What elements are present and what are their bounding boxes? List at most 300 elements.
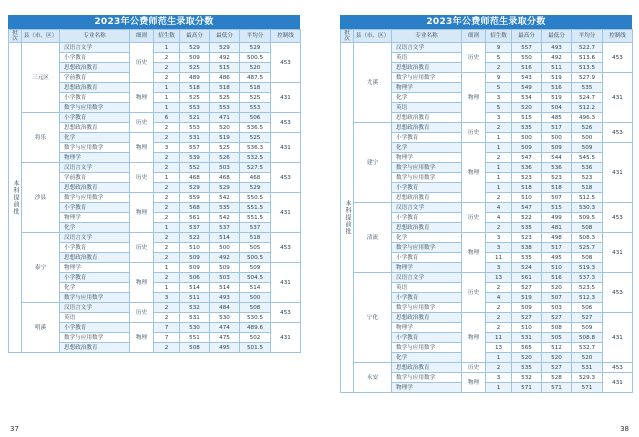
major-cell: 化学 bbox=[60, 133, 130, 143]
min-score-cell: 509 bbox=[210, 263, 240, 273]
category-cell: 历史 bbox=[130, 233, 154, 263]
category-cell: 历史 bbox=[130, 43, 154, 83]
avg-score-cell: 526 bbox=[572, 123, 603, 133]
min-score-cell: 509 bbox=[542, 143, 572, 153]
major-cell: 化学 bbox=[392, 93, 462, 103]
plan-cell: 2 bbox=[154, 203, 180, 213]
min-score-cell: 507 bbox=[542, 193, 572, 203]
category-cell: 历史 bbox=[130, 303, 154, 323]
min-score-cell: 544 bbox=[542, 153, 572, 163]
major-cell: 英语 bbox=[392, 283, 462, 293]
max-score-cell: 519 bbox=[512, 293, 542, 303]
major-cell: 思想政治教育 bbox=[60, 253, 130, 263]
major-cell: 数学与应用数学 bbox=[60, 293, 130, 303]
avg-score-cell: 550.5 bbox=[240, 193, 271, 203]
plan-cell: 2 bbox=[154, 53, 180, 63]
control-line-cell: 431 bbox=[271, 263, 301, 303]
plan-cell: 6 bbox=[154, 113, 180, 123]
plan-cell: 1 bbox=[154, 173, 180, 183]
plan-cell: 2 bbox=[486, 323, 512, 333]
max-score-cell: 509 bbox=[180, 53, 210, 63]
min-score-cell: 486 bbox=[210, 73, 240, 83]
major-cell: 数学与应用数学 bbox=[392, 163, 462, 173]
table-row bbox=[341, 363, 633, 373]
max-score-cell: 518 bbox=[512, 183, 542, 193]
control-line-cell: 431 bbox=[603, 233, 633, 273]
table-title: 2023年公费师范生录取分数 bbox=[8, 15, 300, 29]
region-cell: 将乐 bbox=[22, 113, 60, 163]
plan-cell: 1 bbox=[486, 133, 512, 143]
max-score-cell: 534 bbox=[512, 93, 542, 103]
max-score-cell: 521 bbox=[180, 113, 210, 123]
avg-score-cell: 530.3 bbox=[572, 203, 603, 213]
avg-score-cell: 506 bbox=[572, 303, 603, 313]
category-cell: 物理 bbox=[130, 263, 154, 303]
min-score-cell: 504 bbox=[542, 103, 572, 113]
avg-score-cell: 513.5 bbox=[572, 63, 603, 73]
max-score-cell: 561 bbox=[180, 213, 210, 223]
min-score-cell: 514 bbox=[210, 283, 240, 293]
avg-score-cell: 508 bbox=[240, 303, 271, 313]
category-cell: 历史 bbox=[130, 113, 154, 133]
plan-cell: 5 bbox=[486, 83, 512, 93]
min-score-cell: 525 bbox=[210, 143, 240, 153]
min-score-cell: 481 bbox=[542, 223, 572, 233]
min-score-cell: 519 bbox=[210, 133, 240, 143]
avg-score-cell: 512.5 bbox=[572, 193, 603, 203]
max-score-cell: 509 bbox=[512, 143, 542, 153]
header-plan: 招生数 bbox=[154, 30, 180, 43]
max-score-cell: 532 bbox=[180, 303, 210, 313]
region-cell: 沙县 bbox=[22, 163, 60, 233]
avg-score-cell: 501.5 bbox=[240, 343, 271, 353]
max-score-cell: 535 bbox=[512, 253, 542, 263]
major-cell: 英语 bbox=[392, 103, 462, 113]
min-score-cell: 526 bbox=[210, 153, 240, 163]
avg-score-cell: 545.5 bbox=[572, 153, 603, 163]
min-score-cell: 519 bbox=[542, 73, 572, 83]
avg-score-cell: 535 bbox=[572, 83, 603, 93]
header-batch: 批次 bbox=[341, 30, 354, 43]
min-score-cell: 518 bbox=[542, 183, 572, 193]
max-score-cell: 468 bbox=[180, 173, 210, 183]
plan-cell: 7 bbox=[154, 323, 180, 333]
plan-cell: 1 bbox=[486, 383, 512, 393]
max-score-cell: 531 bbox=[180, 133, 210, 143]
header-region: 县（市、区） bbox=[22, 30, 60, 43]
max-score-cell: 568 bbox=[180, 203, 210, 213]
category-cell: 物理 bbox=[462, 73, 486, 123]
major-cell: 英语 bbox=[60, 313, 130, 323]
avg-score-cell: 487.5 bbox=[240, 73, 271, 83]
max-score-cell: 514 bbox=[180, 283, 210, 293]
avg-score-cell: 525.7 bbox=[572, 243, 603, 253]
avg-score-cell: 553 bbox=[240, 103, 271, 113]
min-score-cell: 505 bbox=[542, 333, 572, 343]
avg-score-cell: 509.5 bbox=[572, 213, 603, 223]
plan-cell: 4 bbox=[486, 293, 512, 303]
min-score-cell: 503 bbox=[210, 163, 240, 173]
header-batch: 批次 bbox=[9, 30, 22, 43]
region-cell: 宁化 bbox=[354, 273, 392, 363]
plan-cell: 2 bbox=[154, 63, 180, 73]
avg-score-cell: 523.5 bbox=[572, 283, 603, 293]
major-cell: 小学教育 bbox=[392, 293, 462, 303]
page-number: 38 bbox=[620, 425, 629, 433]
control-line-cell: 453 bbox=[271, 113, 301, 133]
avg-score-cell: 468 bbox=[240, 173, 271, 183]
control-line-cell: 431 bbox=[271, 323, 301, 353]
avg-score-cell: 518 bbox=[240, 83, 271, 93]
min-score-cell: 515 bbox=[542, 203, 572, 213]
min-score-cell: 520 bbox=[542, 283, 572, 293]
plan-cell: 2 bbox=[486, 313, 512, 323]
page-number: 37 bbox=[10, 425, 19, 433]
min-score-cell: 512 bbox=[542, 343, 572, 353]
min-score-cell: 500 bbox=[210, 243, 240, 253]
avg-score-cell: 518 bbox=[240, 233, 271, 243]
max-score-cell: 525 bbox=[180, 63, 210, 73]
plan-cell: 4 bbox=[486, 213, 512, 223]
min-score-cell: 527 bbox=[542, 363, 572, 373]
plan-cell: 3 bbox=[154, 143, 180, 153]
major-cell: 物理学 bbox=[60, 263, 130, 273]
category-cell: 历史 bbox=[462, 273, 486, 313]
major-cell: 思想政治教育 bbox=[60, 123, 130, 133]
min-score-cell: 536 bbox=[542, 163, 572, 173]
table-title: 2023年公费师范生录取分数 bbox=[340, 15, 632, 29]
major-cell: 汉语言文学 bbox=[392, 273, 462, 283]
max-score-cell: 489 bbox=[180, 73, 210, 83]
avg-score-cell: 532.5 bbox=[240, 153, 271, 163]
table-row bbox=[9, 43, 301, 53]
plan-cell: 3 bbox=[486, 93, 512, 103]
min-score-cell: 537 bbox=[210, 223, 240, 233]
min-score-cell: 492 bbox=[542, 53, 572, 63]
min-score-cell: 468 bbox=[210, 173, 240, 183]
plan-cell: 1 bbox=[154, 263, 180, 273]
max-score-cell: 510 bbox=[512, 193, 542, 203]
table-body bbox=[9, 43, 301, 353]
plan-cell: 1 bbox=[154, 283, 180, 293]
header-max: 最高分 bbox=[180, 30, 210, 43]
avg-score-cell: 551.5 bbox=[240, 213, 271, 223]
max-score-cell: 565 bbox=[512, 343, 542, 353]
major-cell: 数学与应用数学 bbox=[60, 143, 130, 153]
major-cell: 化学 bbox=[392, 143, 462, 153]
min-score-cell: 517 bbox=[542, 123, 572, 133]
max-score-cell: 530 bbox=[180, 323, 210, 333]
max-score-cell: 527 bbox=[512, 313, 542, 323]
region-cell: 明溪 bbox=[22, 303, 60, 353]
control-line-cell: 453 bbox=[603, 43, 633, 73]
region-cell: 泰宁 bbox=[22, 233, 60, 303]
min-score-cell: 516 bbox=[542, 83, 572, 93]
min-score-cell: 520 bbox=[210, 123, 240, 133]
control-line-cell: 453 bbox=[603, 273, 633, 313]
major-cell: 数学与应用数学 bbox=[392, 243, 462, 253]
plan-cell: 2 bbox=[154, 303, 180, 313]
major-cell: 数学与应用数学 bbox=[392, 373, 462, 383]
major-cell: 汉语言文学 bbox=[60, 43, 130, 53]
avg-score-cell: 509 bbox=[572, 143, 603, 153]
major-cell: 汉语言文学 bbox=[60, 303, 130, 313]
control-line-cell: 453 bbox=[271, 163, 301, 193]
major-cell: 小学教育 bbox=[60, 323, 130, 333]
major-cell: 数学与应用数学 bbox=[60, 103, 130, 113]
header-major: 专业名称 bbox=[60, 30, 130, 43]
category-cell: 物理 bbox=[130, 323, 154, 353]
avg-score-cell: 571 bbox=[572, 383, 603, 393]
major-cell: 小学教育 bbox=[60, 93, 130, 103]
plan-cell: 5 bbox=[486, 103, 512, 113]
major-cell: 思想政治教育 bbox=[392, 223, 462, 233]
plan-cell: 2 bbox=[154, 163, 180, 173]
plan-cell: 2 bbox=[486, 223, 512, 233]
avg-score-cell: 536.5 bbox=[240, 123, 271, 133]
max-score-cell: 536 bbox=[512, 163, 542, 173]
major-cell: 思想政治教育 bbox=[60, 63, 130, 73]
major-cell: 小学教育 bbox=[60, 273, 130, 283]
major-cell: 数学与应用数学 bbox=[60, 193, 130, 203]
avg-score-cell: 525 bbox=[240, 133, 271, 143]
min-score-cell: 511 bbox=[542, 63, 572, 73]
category-cell: 历史 bbox=[462, 203, 486, 233]
major-cell: 思想政治教育 bbox=[392, 193, 462, 203]
header-category: 细则 bbox=[462, 30, 486, 43]
category-cell: 物理 bbox=[462, 233, 486, 273]
min-score-cell: 518 bbox=[210, 83, 240, 93]
min-score-cell: 523 bbox=[542, 173, 572, 183]
plan-cell: 13 bbox=[486, 273, 512, 283]
control-line-cell: 453 bbox=[603, 363, 633, 373]
max-score-cell: 531 bbox=[180, 313, 210, 323]
avg-score-cell: 508.3 bbox=[572, 233, 603, 243]
min-score-cell: 503 bbox=[210, 273, 240, 283]
control-line-cell: 431 bbox=[271, 83, 301, 113]
max-score-cell: 520 bbox=[512, 103, 542, 113]
major-cell: 汉语言文学 bbox=[60, 163, 130, 173]
header-control-line: 控制线 bbox=[271, 30, 301, 43]
score-table bbox=[340, 29, 633, 393]
header-max: 最高分 bbox=[512, 30, 542, 43]
major-cell: 学前教育 bbox=[60, 73, 130, 83]
major-cell: 物理学 bbox=[392, 153, 462, 163]
control-line-cell: 453 bbox=[603, 123, 633, 143]
max-score-cell: 535 bbox=[512, 123, 542, 133]
category-cell: 物理 bbox=[130, 83, 154, 113]
max-score-cell: 535 bbox=[512, 223, 542, 233]
table-row bbox=[341, 43, 633, 53]
plan-cell: 3 bbox=[154, 293, 180, 303]
header-plan: 招生数 bbox=[486, 30, 512, 43]
major-cell: 小学教育 bbox=[392, 183, 462, 193]
control-line-cell: 431 bbox=[603, 73, 633, 123]
max-score-cell: 500 bbox=[512, 133, 542, 143]
header-min: 最低分 bbox=[210, 30, 240, 43]
avg-score-cell: 502 bbox=[240, 333, 271, 343]
plan-cell: 2 bbox=[154, 243, 180, 253]
min-score-cell: 475 bbox=[210, 333, 240, 343]
max-score-cell: 529 bbox=[180, 183, 210, 193]
plan-cell: 2 bbox=[486, 303, 512, 313]
major-cell: 物理学 bbox=[392, 383, 462, 393]
avg-score-cell: 531 bbox=[572, 363, 603, 373]
major-cell: 物理学 bbox=[392, 263, 462, 273]
region-cell: 三元区 bbox=[22, 43, 60, 113]
plan-cell: 13 bbox=[486, 343, 512, 353]
max-score-cell: 509 bbox=[180, 253, 210, 263]
control-line-cell: 453 bbox=[271, 43, 301, 83]
avg-score-cell: 506 bbox=[240, 113, 271, 123]
max-score-cell: 532 bbox=[512, 373, 542, 383]
avg-score-cell: 523 bbox=[572, 173, 603, 183]
major-cell: 思想政治教育 bbox=[60, 343, 130, 353]
avg-score-cell: 551.5 bbox=[240, 203, 271, 213]
plan-cell: 5 bbox=[486, 53, 512, 63]
major-cell: 数学与应用数学 bbox=[392, 303, 462, 313]
avg-score-cell: 509 bbox=[572, 323, 603, 333]
category-cell: 物理 bbox=[462, 373, 486, 393]
max-score-cell: 559 bbox=[180, 193, 210, 203]
plan-cell: 2 bbox=[154, 343, 180, 353]
major-cell: 小学教育 bbox=[392, 133, 462, 143]
avg-score-cell: 508.8 bbox=[572, 333, 603, 343]
major-cell: 数学与应用数学 bbox=[60, 333, 130, 343]
avg-score-cell: 520 bbox=[572, 353, 603, 363]
major-cell: 思想政治教育 bbox=[392, 113, 462, 123]
plan-cell: 2 bbox=[154, 183, 180, 193]
major-cell: 思想政治教育 bbox=[392, 63, 462, 73]
avg-score-cell: 509 bbox=[240, 263, 271, 273]
major-cell: 思想政治教育 bbox=[392, 363, 462, 373]
max-score-cell: 547 bbox=[512, 203, 542, 213]
batch-cell: 本科提前批 bbox=[9, 43, 22, 353]
control-line-cell: 431 bbox=[603, 143, 633, 203]
max-score-cell: 522 bbox=[180, 233, 210, 243]
major-cell: 小学教育 bbox=[60, 203, 130, 213]
page-right bbox=[340, 15, 632, 393]
plan-cell: 2 bbox=[486, 283, 512, 293]
max-score-cell: 524 bbox=[512, 263, 542, 273]
min-score-cell: 527 bbox=[542, 313, 572, 323]
plan-cell: 3 bbox=[486, 233, 512, 243]
min-score-cell: 542 bbox=[210, 213, 240, 223]
plan-cell: 2 bbox=[486, 123, 512, 133]
plan-cell: 2 bbox=[154, 313, 180, 323]
category-cell: 物理 bbox=[130, 193, 154, 233]
min-score-cell: 485 bbox=[542, 113, 572, 123]
major-cell: 思想政治教育 bbox=[392, 313, 462, 323]
max-score-cell: 537 bbox=[180, 223, 210, 233]
table-row bbox=[9, 113, 301, 123]
major-cell: 数学与应用数学 bbox=[392, 73, 462, 83]
plan-cell: 3 bbox=[486, 263, 512, 273]
major-cell: 小学教育 bbox=[392, 253, 462, 263]
plan-cell: 1 bbox=[486, 163, 512, 173]
major-cell: 英语 bbox=[392, 53, 462, 63]
plan-cell: 2 bbox=[486, 363, 512, 373]
control-line-cell: 431 bbox=[271, 133, 301, 163]
plan-cell: 1 bbox=[154, 103, 180, 113]
min-score-cell: 492 bbox=[210, 253, 240, 263]
min-score-cell: 525 bbox=[210, 93, 240, 103]
avg-score-cell: 532.7 bbox=[572, 343, 603, 353]
avg-score-cell: 519.3 bbox=[572, 263, 603, 273]
avg-score-cell: 489.6 bbox=[240, 323, 271, 333]
min-score-cell: 503 bbox=[542, 303, 572, 313]
category-cell: 物理 bbox=[462, 313, 486, 363]
major-cell: 汉语言文学 bbox=[60, 233, 130, 243]
major-cell: 数学与应用数学 bbox=[392, 343, 462, 353]
max-score-cell: 538 bbox=[512, 243, 542, 253]
max-score-cell: 547 bbox=[512, 153, 542, 163]
plan-cell: 1 bbox=[486, 353, 512, 363]
max-score-cell: 550 bbox=[512, 53, 542, 63]
min-score-cell: 515 bbox=[210, 63, 240, 73]
avg-score-cell: 527.9 bbox=[572, 73, 603, 83]
plan-cell: 2 bbox=[154, 123, 180, 133]
plan-cell: 2 bbox=[154, 273, 180, 283]
max-score-cell: 516 bbox=[512, 63, 542, 73]
table-row bbox=[9, 233, 301, 243]
min-score-cell: 499 bbox=[542, 213, 572, 223]
plan-cell: 1 bbox=[486, 143, 512, 153]
major-cell: 化学 bbox=[60, 283, 130, 293]
major-cell: 小学教育 bbox=[60, 53, 130, 63]
min-score-cell: 553 bbox=[210, 103, 240, 113]
table-row bbox=[341, 273, 633, 283]
min-score-cell: 508 bbox=[542, 323, 572, 333]
max-score-cell: 553 bbox=[180, 123, 210, 133]
plan-cell: 2 bbox=[486, 153, 512, 163]
plan-cell: 1 bbox=[154, 223, 180, 233]
plan-cell: 2 bbox=[154, 253, 180, 263]
avg-score-cell: 525 bbox=[240, 93, 271, 103]
min-score-cell: 498 bbox=[542, 233, 572, 243]
max-score-cell: 518 bbox=[180, 83, 210, 93]
avg-score-cell: 500.5 bbox=[240, 253, 271, 263]
avg-score-cell: 496.3 bbox=[572, 113, 603, 123]
major-cell: 物理学 bbox=[392, 323, 462, 333]
plan-cell: 1 bbox=[154, 83, 180, 93]
table-row bbox=[341, 203, 633, 213]
control-line-cell: 453 bbox=[271, 303, 301, 323]
plan-cell: 2 bbox=[154, 213, 180, 223]
region-cell: 清流 bbox=[354, 203, 392, 273]
header-row bbox=[341, 30, 633, 43]
avg-score-cell: 536 bbox=[572, 163, 603, 173]
min-score-cell: 493 bbox=[210, 293, 240, 303]
min-score-cell: 471 bbox=[210, 113, 240, 123]
control-line-cell: 431 bbox=[603, 313, 633, 363]
max-score-cell: 506 bbox=[180, 273, 210, 283]
max-score-cell: 529 bbox=[180, 43, 210, 53]
score-table bbox=[8, 29, 301, 353]
major-cell: 思想政治教育 bbox=[60, 183, 130, 193]
avg-score-cell: 522.7 bbox=[572, 43, 603, 53]
major-cell: 汉语言文学 bbox=[392, 203, 462, 213]
header-control-line: 控制线 bbox=[603, 30, 633, 43]
avg-score-cell: 500 bbox=[572, 133, 603, 143]
header-avg: 平均分 bbox=[572, 30, 603, 43]
avg-score-cell: 518 bbox=[572, 183, 603, 193]
plan-cell: 7 bbox=[154, 333, 180, 343]
max-score-cell: 557 bbox=[512, 43, 542, 53]
min-score-cell: 517 bbox=[542, 243, 572, 253]
header-min: 最低分 bbox=[542, 30, 572, 43]
plan-cell: 9 bbox=[486, 43, 512, 53]
